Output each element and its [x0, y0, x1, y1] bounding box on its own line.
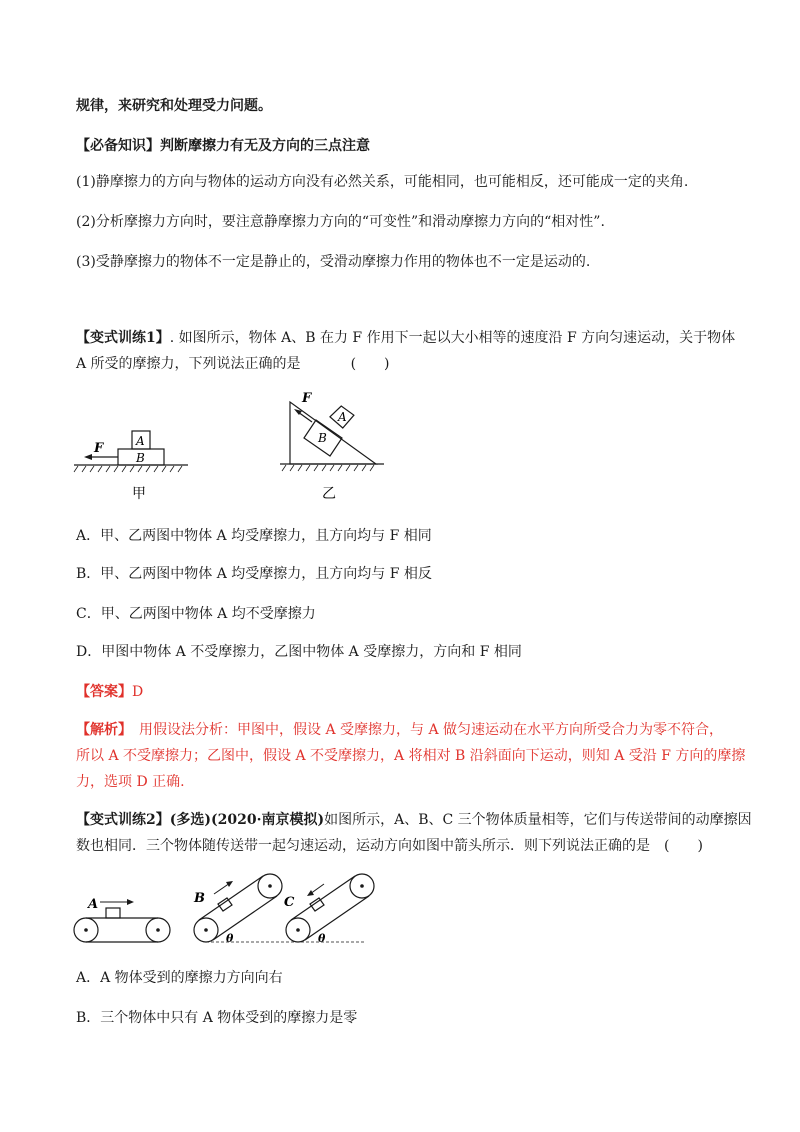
q2-stem-line1 [76, 810, 752, 830]
arrow-up-icon [226, 881, 233, 887]
block-c [310, 898, 324, 911]
section-heading: 【必备知识】判断摩擦力有无及方向的三点注意 [76, 138, 370, 154]
intro-line: 规律，来研究和处理受力问题。 [76, 98, 272, 114]
q1-analysis-line3: 力，选项 D 正确. [76, 774, 185, 790]
q2-paren: ( ) [664, 838, 703, 854]
q2-text1: 如图所示，A、B、C 三个物体质量相等，它们与传送带间的动摩擦因 [324, 812, 752, 828]
q1-analysis-line2: 所以 A 不受摩擦力；乙图中，假设 A 不受摩擦力，A 将相对 B 沿斜面向下运动，则知 A 受沿 F 方向的摩擦 [76, 748, 746, 764]
arrow-down-icon [307, 890, 314, 896]
q1-stem-line1 [76, 328, 740, 348]
q1-analysis-line1 [76, 720, 740, 740]
q2-text2: 数也相同．三个物体随传送带一起匀速运动，运动方向如图中箭头所示．则下列说法正确的是 [76, 838, 650, 854]
q1-text2: A 所受的摩擦力，下列说法正确的是 [76, 356, 301, 372]
q2-label: 【变式训练2】 [76, 812, 170, 828]
q1-text1: . 如图所示，物体 A、B 在力 F 作用下一起以大小相等的速度沿 F 方向匀速运动，关于物体 [169, 330, 736, 346]
answer-label: 【答案】 [76, 684, 132, 700]
block-b [218, 898, 232, 911]
q1-answer [76, 682, 740, 702]
q2-option-b: B．三个物体中只有 A 物体受到的摩擦力是零 [76, 1010, 358, 1026]
figure-conveyors [70, 872, 380, 952]
analysis-label: 【解析】 [76, 722, 125, 738]
caption-yi: 乙 [322, 486, 336, 502]
arrow-right-icon [127, 899, 134, 905]
label-a: A [338, 410, 347, 424]
q1-option-b: B．甲、乙两图中物体 A 均受摩擦力，且方向均与 F 相反 [76, 566, 432, 582]
label-b: B [136, 451, 145, 465]
caption-jia: 甲 [132, 486, 146, 502]
q1-option-d: D．甲图中物体 A 不受摩擦力，乙图中物体 A 受摩擦力，方向和 F 相同 [76, 644, 522, 660]
label-a: A [136, 434, 145, 448]
label-f: F [302, 391, 312, 406]
q1-option-a: A．甲、乙两图中物体 A 均受摩擦力，且方向均与 F 相同 [76, 528, 432, 544]
q1-label: 【变式训练1】 [76, 330, 170, 346]
block-a [106, 908, 120, 918]
q1-stem-line2 [76, 354, 740, 374]
q1-paren: ( ) [350, 356, 390, 372]
knowledge-point-1: (1)静摩擦力的方向与物体的运动方向没有必然关系，可能相同，也可能相反，还可能成一定的夹角. [76, 174, 689, 190]
label-theta-2: θ [318, 932, 326, 945]
label-c: C [284, 895, 295, 910]
label-b: B [318, 431, 327, 445]
q1-option-c: C．甲、乙两图中物体 A 均不受摩擦力 [76, 606, 316, 622]
q2-stem-line2 [76, 836, 740, 856]
label-a: A [88, 897, 99, 912]
knowledge-point-3: (3)受静摩擦力的物体不一定是静止的，受滑动摩擦力作用的物体也不一定是运动的. [76, 254, 591, 270]
answer-value: D [132, 684, 144, 700]
incline [290, 402, 376, 464]
analysis-text1: 用假设法分析：甲图中，假设 A 受摩擦力，与 A 做匀速运动在水平方向所受合力为零不符合， [125, 722, 724, 738]
knowledge-point-2: (2)分析摩擦力方向时，要注意静摩擦力方向的“可变性”和滑动摩擦力方向的“相对性”. [76, 214, 605, 230]
figure-jia [70, 420, 190, 502]
force-arrow-icon [84, 454, 92, 460]
q2-option-a: A．A 物体受到的摩擦力方向向右 [76, 970, 283, 986]
label-theta-1: θ [226, 932, 234, 945]
label-f: F [94, 441, 104, 456]
q2-tag: (多选)(2020·南京模拟) [169, 812, 325, 828]
label-b: B [194, 891, 205, 906]
figure-yi [278, 384, 388, 502]
